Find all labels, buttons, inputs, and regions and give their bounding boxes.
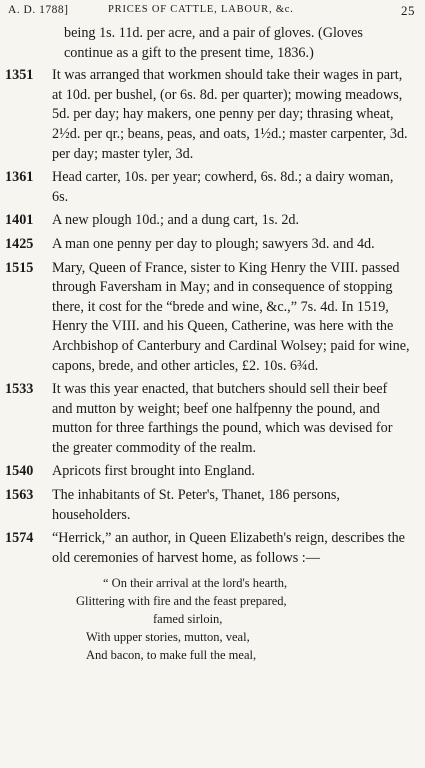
poem-line: “ On their arrival at the lord's hearth, — [103, 576, 288, 591]
quoted-poem — [0, 574, 425, 664]
entry-year: 1563 — [5, 487, 34, 504]
entry-year: 1425 — [5, 235, 34, 252]
entry-year: 1351 — [5, 67, 34, 84]
entry-text: A man one penny per day to plough; sawyers 3d. and 4d. — [52, 235, 375, 252]
entry-1351 — [0, 66, 425, 164]
entry-text: Head carter, 10s. per year; cowherd, 6s. 8d.; a dairy woman, 6s. — [52, 169, 394, 205]
entry-1574 — [0, 529, 425, 568]
entry-year: 1533 — [5, 381, 34, 398]
entry-year: 1515 — [5, 259, 34, 276]
entry-text: It was arranged that workmen should take their wages in part, at 10d. per bushel, (or 6s. 8d. per quarter); mowing meadows, 5d. per day; hay makers, one penny per day; thrasing wheat, 2½d. per qr.; beans, peas, and oats, 1½d.; master carpenter, 3d. per day; master tyler, 3d. — [52, 67, 408, 162]
poem-line: And bacon, to make full the meal, — [86, 648, 257, 663]
poem-line: famed sirloin, — [153, 612, 223, 627]
header-date: A. D. 1788] — [8, 4, 69, 16]
poem-line: With upper stories, mutton, veal, — [86, 630, 250, 645]
poem-line: Glittering with fire and the feast prepared, — [76, 594, 287, 609]
entry-1563 — [0, 486, 425, 525]
entry-text: Apricots first brought into England. — [52, 463, 255, 480]
entry-1533 — [0, 380, 425, 458]
entry-text: It was this year enacted, that butchers should sell their beef and mutton by weight; beef one halfpenny the pound, and mutton for three farthings the pound, which was devised for the greater commodity of the realm. — [52, 381, 393, 456]
entry-year: 1401 — [5, 212, 34, 229]
entry-1361 — [0, 168, 425, 207]
entry-year: 1574 — [5, 530, 34, 547]
entry-1515 — [0, 259, 425, 377]
entry-text: A new plough 10d.; and a dung cart, 1s. 2d. — [52, 212, 300, 229]
page-body — [0, 24, 425, 664]
entry-1540 — [0, 462, 425, 482]
entry-1401 — [0, 211, 425, 231]
entry-1425 — [0, 235, 425, 255]
entry-text: Mary, Queen of France, sister to King Henry the VIII. passed through Faversham in May; and in consequence of stopping there, it cost for the “brede and wine, &c.,” 7s. 4d. In 1519, Henry the VIII. and his Queen, Catherine, was here with the Archbishop of Canterbury and Cardinal Wolsey; paid for wine, capons, brede, and other articles, £2. 10s. 6¾d. — [52, 259, 410, 374]
entry-year: 1540 — [5, 463, 34, 480]
page-number: 25 — [401, 3, 415, 18]
header-title: PRICES OF CATTLE, LABOUR, &c. — [108, 4, 294, 15]
entry-text: The inhabitants of St. Peter's, Thanet, 186 persons, householders. — [52, 487, 340, 523]
entry-year: 1361 — [5, 169, 34, 186]
entry-text: “Herrick,” an author, in Queen Elizabeth's reign, describes the old ceremonies of harvest home, as follows :— — [52, 530, 405, 566]
continued-paragraph: being 1s. 11d. per acre, and a pair of gloves. (Gloves continue as a gift to the present time, 1836.) — [64, 25, 363, 61]
